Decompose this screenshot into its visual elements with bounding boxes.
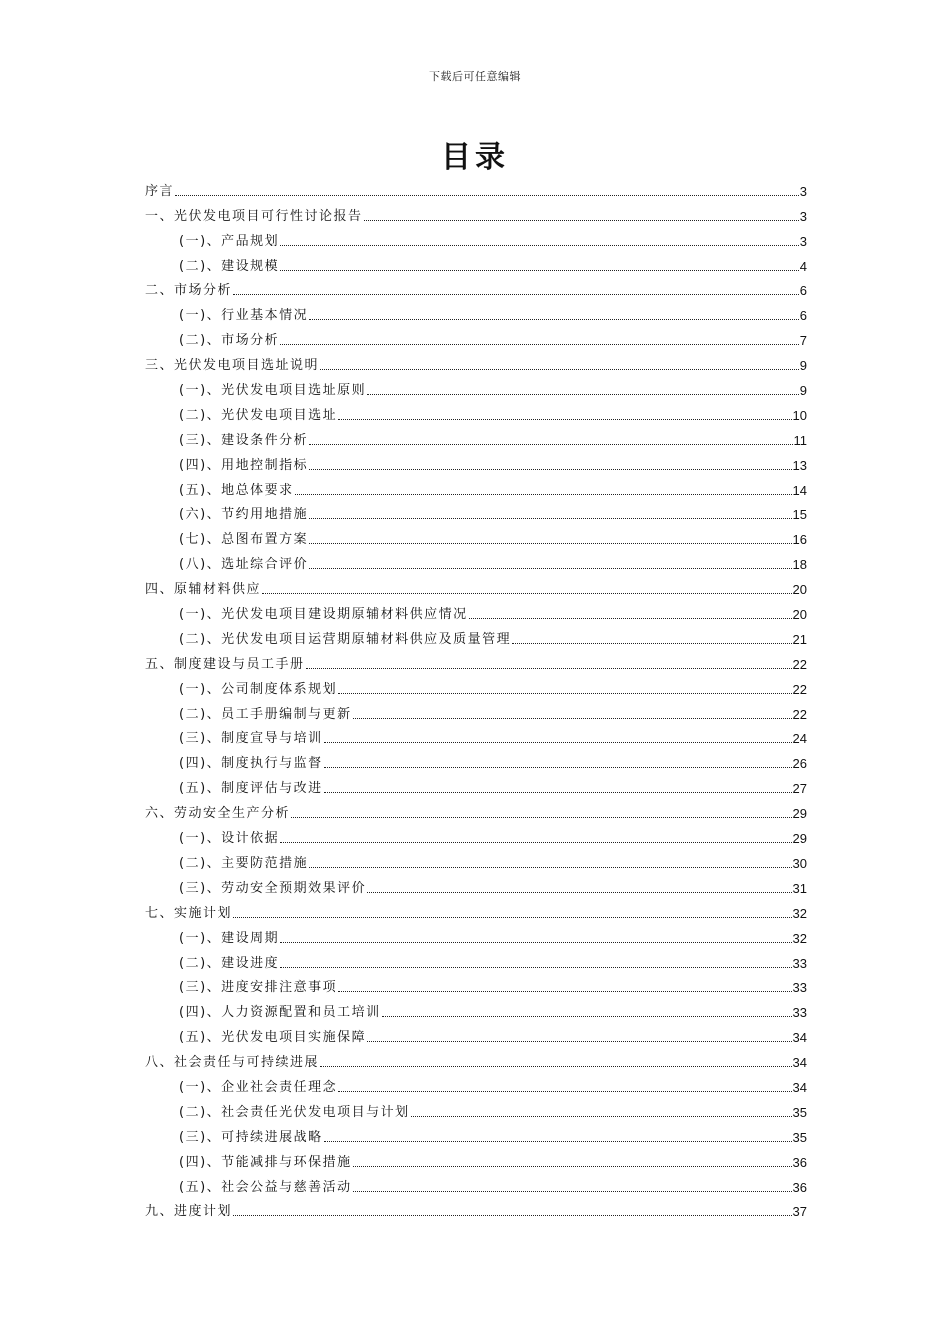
toc-section-entry[interactable] xyxy=(145,1022,807,1047)
toc-entry-label: (四)、制度执行与监督 xyxy=(179,756,323,772)
toc-page-number: 33 xyxy=(792,980,807,996)
toc-section-entry[interactable] xyxy=(145,375,807,400)
toc-dot-leader xyxy=(291,817,792,818)
toc-dot-leader xyxy=(338,419,791,420)
toc-chapter-entry[interactable] xyxy=(145,574,807,599)
toc-dot-leader xyxy=(233,917,792,918)
toc-section-entry[interactable] xyxy=(145,1122,807,1147)
toc-section-entry[interactable] xyxy=(145,1147,807,1172)
toc-page-number: 20 xyxy=(792,607,807,623)
toc-section-entry[interactable] xyxy=(145,973,807,998)
toc-page-number: 34 xyxy=(792,1030,807,1046)
toc-section-entry[interactable] xyxy=(145,325,807,350)
toc-chapter-entry[interactable] xyxy=(145,201,807,226)
toc-page-number: 22 xyxy=(792,656,807,672)
toc-entry-label: (三)、进度安排注意事项 xyxy=(179,980,338,996)
toc-section-entry[interactable] xyxy=(145,699,807,724)
toc-chapter-entry[interactable] xyxy=(145,798,807,823)
toc-entry-label: 六、劳动安全生产分析 xyxy=(145,806,291,822)
toc-entry-label: (二)、社会责任光伏发电项目与计划 xyxy=(179,1104,410,1120)
toc-page-number: 15 xyxy=(792,507,807,523)
toc-dot-leader xyxy=(382,1016,792,1017)
toc-entry-label: (一)、光伏发电项目选址原则 xyxy=(179,383,367,399)
toc-page-number: 13 xyxy=(792,457,807,473)
toc-dot-leader xyxy=(280,842,791,843)
toc-page-number: 9 xyxy=(799,383,807,399)
toc-entry-label: (四)、用地控制指标 xyxy=(179,457,309,473)
toc-section-entry[interactable] xyxy=(145,226,807,251)
toc-chapter-entry[interactable] xyxy=(145,276,807,301)
toc-section-entry[interactable] xyxy=(145,500,807,525)
toc-page-number: 11 xyxy=(793,432,807,448)
toc-entry-label: 八、社会责任与可持续进展 xyxy=(145,1055,320,1071)
toc-section-entry[interactable] xyxy=(145,948,807,973)
toc-chapter-entry[interactable] xyxy=(145,1197,807,1222)
toc-section-entry[interactable] xyxy=(145,873,807,898)
toc-page-number: 20 xyxy=(792,582,807,598)
toc-entry-label: (二)、员工手册编制与更新 xyxy=(179,706,352,722)
toc-section-entry[interactable] xyxy=(145,1172,807,1197)
toc-section-entry[interactable] xyxy=(145,599,807,624)
toc-dot-leader xyxy=(324,767,792,768)
toc-dot-leader xyxy=(309,867,791,868)
toc-dot-leader xyxy=(367,892,791,893)
toc-chapter-entry[interactable] xyxy=(145,176,807,201)
toc-dot-leader xyxy=(320,369,799,370)
toc-page-number: 34 xyxy=(792,1079,807,1095)
toc-page-number: 34 xyxy=(792,1055,807,1071)
toc-section-entry[interactable] xyxy=(145,524,807,549)
toc-page-number: 24 xyxy=(792,731,807,747)
toc-section-entry[interactable] xyxy=(145,674,807,699)
toc-dot-leader xyxy=(233,1215,792,1216)
toc-entry-label: (七)、总图布置方案 xyxy=(179,532,309,548)
page-title: 目录 xyxy=(441,140,509,175)
toc-dot-leader xyxy=(367,1041,791,1042)
toc-page-number: 6 xyxy=(799,308,807,324)
toc-entry-label: 九、进度计划 xyxy=(145,1204,233,1220)
toc-page-number: 36 xyxy=(792,1179,807,1195)
toc-entry-label: (三)、可持续进展战略 xyxy=(179,1129,323,1145)
header-note: 下载后可任意编辑 xyxy=(429,70,521,83)
toc-dot-leader xyxy=(353,1191,792,1192)
toc-entry-label: (六)、节约用地措施 xyxy=(179,507,309,523)
toc-section-entry[interactable] xyxy=(145,1072,807,1097)
toc-page-number: 3 xyxy=(799,208,807,224)
toc-dot-leader xyxy=(280,967,791,968)
toc-dot-leader xyxy=(338,1091,791,1092)
toc-section-entry[interactable] xyxy=(145,425,807,450)
toc-entry-label: (二)、光伏发电项目运营期原辅材料供应及质量管理 xyxy=(179,631,512,647)
toc-entry-label: (一)、建设周期 xyxy=(179,930,280,946)
toc-dot-leader xyxy=(364,220,799,221)
toc-entry-label: (二)、主要防范措施 xyxy=(179,855,309,871)
toc-page-number: 6 xyxy=(799,283,807,299)
toc-page-number: 22 xyxy=(792,706,807,722)
toc-dot-leader xyxy=(338,693,791,694)
toc-section-entry[interactable] xyxy=(145,400,807,425)
toc-entry-label: (五)、光伏发电项目实施保障 xyxy=(179,1030,367,1046)
toc-entry-label: (一)、企业社会责任理念 xyxy=(179,1079,338,1095)
toc-page-number: 33 xyxy=(792,1005,807,1021)
toc-entry-label: (五)、社会公益与慈善活动 xyxy=(179,1179,352,1195)
toc-entry-label: 七、实施计划 xyxy=(145,905,233,921)
toc-dot-leader xyxy=(320,1066,792,1067)
toc-dot-leader xyxy=(309,444,792,445)
toc-dot-leader xyxy=(309,568,791,569)
toc-page-number: 3 xyxy=(799,233,807,249)
toc-page-number: 33 xyxy=(792,955,807,971)
toc-page-number: 26 xyxy=(792,756,807,772)
toc-page-number: 35 xyxy=(792,1104,807,1120)
toc-entry-label: 二、市场分析 xyxy=(145,283,233,299)
toc-entry-label: 序言 xyxy=(145,183,175,199)
toc-entry-label: (三)、制度宣导与培训 xyxy=(179,731,323,747)
toc-page-number: 35 xyxy=(792,1129,807,1145)
toc-page-number: 32 xyxy=(792,930,807,946)
toc-entry-label: 三、光伏发电项目选址说明 xyxy=(145,358,320,374)
toc-entry-label: (一)、产品规划 xyxy=(179,233,280,249)
toc-section-entry[interactable] xyxy=(145,1097,807,1122)
toc-section-entry[interactable] xyxy=(145,923,807,948)
toc-entry-label: (二)、建设进度 xyxy=(179,955,280,971)
toc-dot-leader xyxy=(367,394,799,395)
toc-page-number: 30 xyxy=(792,855,807,871)
toc-dot-leader xyxy=(411,1116,792,1117)
toc-section-entry[interactable] xyxy=(145,251,807,276)
toc-entry-label: (二)、光伏发电项目选址 xyxy=(179,407,338,423)
toc-entry-label: 四、原辅材料供应 xyxy=(145,582,262,598)
toc-dot-leader xyxy=(280,942,791,943)
toc-dot-leader xyxy=(280,245,799,246)
toc-page-number: 29 xyxy=(792,831,807,847)
toc-page-number: 16 xyxy=(792,532,807,548)
toc-section-entry[interactable] xyxy=(145,748,807,773)
toc-entry-label: 一、光伏发电项目可行性讨论报告 xyxy=(145,208,363,224)
toc-entry-label: (五)、地总体要求 xyxy=(179,482,294,498)
table-of-contents xyxy=(145,176,807,1221)
toc-page-number: 31 xyxy=(792,880,807,896)
toc-entry-label: (二)、市场分析 xyxy=(179,333,280,349)
toc-dot-leader xyxy=(262,593,792,594)
toc-chapter-entry[interactable] xyxy=(145,898,807,923)
toc-entry-label: (一)、设计依据 xyxy=(179,831,280,847)
toc-page-number: 10 xyxy=(792,407,807,423)
toc-page-number: 32 xyxy=(792,905,807,921)
toc-dot-leader xyxy=(309,469,791,470)
toc-chapter-entry[interactable] xyxy=(145,1047,807,1072)
toc-entry-label: (八)、选址综合评价 xyxy=(179,557,309,573)
toc-chapter-entry[interactable] xyxy=(145,350,807,375)
toc-entry-label: (四)、人力资源配置和员工培训 xyxy=(179,1005,381,1021)
toc-dot-leader xyxy=(175,195,799,196)
toc-section-entry[interactable] xyxy=(145,848,807,873)
toc-dot-leader xyxy=(324,742,792,743)
toc-entry-label: (三)、劳动安全预期效果评价 xyxy=(179,880,367,896)
toc-dot-leader xyxy=(353,1166,792,1167)
toc-dot-leader xyxy=(280,270,799,271)
toc-dot-leader xyxy=(309,319,799,320)
toc-section-entry[interactable] xyxy=(145,997,807,1022)
toc-dot-leader xyxy=(338,991,791,992)
toc-entry-label: (五)、制度评估与改进 xyxy=(179,781,323,797)
toc-section-entry[interactable] xyxy=(145,475,807,500)
toc-page-number: 9 xyxy=(799,358,807,374)
toc-dot-leader xyxy=(469,618,792,619)
toc-entry-label: (一)、光伏发电项目建设期原辅材料供应情况 xyxy=(179,607,468,623)
toc-page-number: 37 xyxy=(792,1204,807,1220)
toc-page-number: 27 xyxy=(792,781,807,797)
toc-page-number: 14 xyxy=(792,482,807,498)
toc-section-entry[interactable] xyxy=(145,823,807,848)
toc-dot-leader xyxy=(309,543,791,544)
toc-entry-label: 五、制度建设与员工手册 xyxy=(145,656,305,672)
toc-entry-label: (三)、建设条件分析 xyxy=(179,432,309,448)
toc-dot-leader xyxy=(306,668,792,669)
toc-dot-leader xyxy=(324,792,792,793)
toc-entry-label: (二)、建设规模 xyxy=(179,258,280,274)
toc-page-number: 22 xyxy=(792,681,807,697)
toc-page-number: 7 xyxy=(799,333,807,349)
toc-dot-leader xyxy=(295,494,792,495)
toc-page-number: 4 xyxy=(799,258,807,274)
toc-page-number: 3 xyxy=(799,183,807,199)
toc-page-number: 21 xyxy=(792,631,807,647)
toc-dot-leader xyxy=(280,344,799,345)
toc-section-entry[interactable] xyxy=(145,300,807,325)
toc-section-entry[interactable] xyxy=(145,624,807,649)
toc-dot-leader xyxy=(353,718,792,719)
toc-dot-leader xyxy=(233,294,799,295)
toc-entry-label: (四)、节能减排与环保措施 xyxy=(179,1154,352,1170)
toc-page-number: 36 xyxy=(792,1154,807,1170)
toc-section-entry[interactable] xyxy=(145,549,807,574)
toc-dot-leader xyxy=(324,1141,792,1142)
toc-dot-leader xyxy=(309,518,791,519)
toc-section-entry[interactable] xyxy=(145,773,807,798)
toc-entry-label: (一)、公司制度体系规划 xyxy=(179,681,338,697)
toc-section-entry[interactable] xyxy=(145,724,807,749)
toc-page-number: 29 xyxy=(792,806,807,822)
toc-section-entry[interactable] xyxy=(145,450,807,475)
toc-entry-label: (一)、行业基本情况 xyxy=(179,308,309,324)
toc-page-number: 18 xyxy=(792,557,807,573)
toc-chapter-entry[interactable] xyxy=(145,649,807,674)
toc-dot-leader xyxy=(512,643,791,644)
